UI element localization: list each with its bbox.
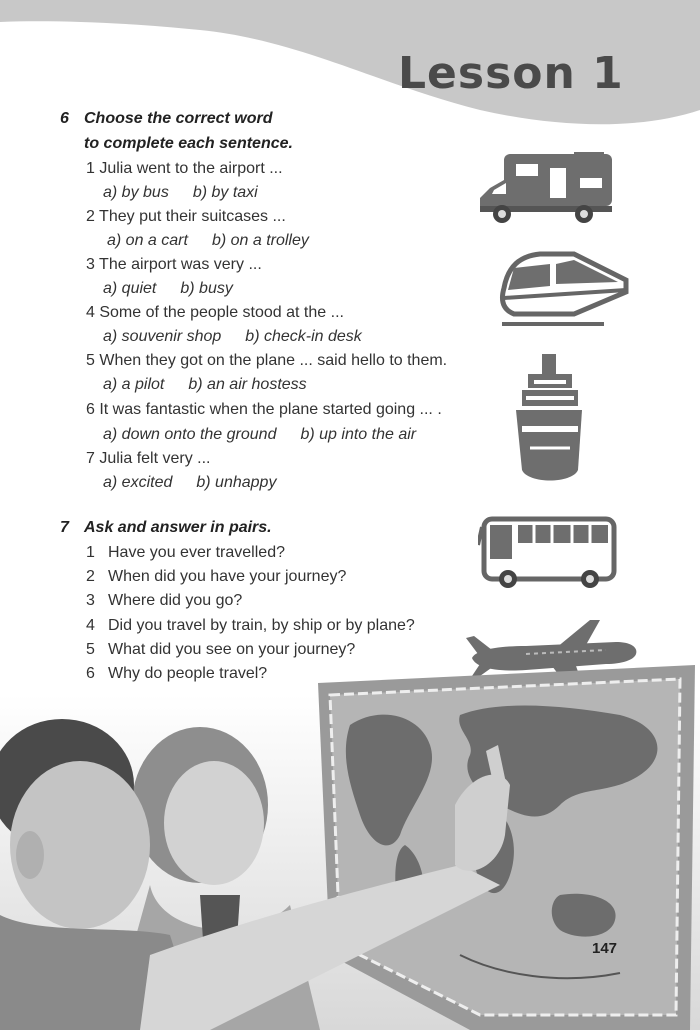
exercise-6-instruction-line2: to complete each sentence. — [84, 135, 293, 152]
item-text: Did you travel by train, by ship or by plane? — [108, 617, 415, 634]
ex6-options-6 — [103, 426, 440, 444]
item-number: 3 — [86, 592, 95, 609]
item-text: What did you see on your journey? — [108, 641, 356, 658]
children-map-photo — [0, 655, 700, 1030]
ex6-question-3: 3 The airport was very ... — [86, 256, 262, 273]
ex6-options-1 — [103, 184, 282, 202]
bus-icon — [478, 515, 620, 591]
ex7-item-4 — [86, 617, 415, 635]
lesson-title: Lesson 1 — [398, 48, 624, 99]
ex6-options-5 — [103, 376, 331, 394]
item-number: 6 — [86, 665, 95, 682]
exercise-7-number: 7 — [60, 519, 69, 536]
ex6-question-7: 7 Julia felt very ... — [86, 450, 211, 467]
item-text: Have you ever travelled? — [108, 544, 285, 561]
option-b: b) on a trolley — [211, 232, 309, 249]
exercise-7-instruction: Ask and answer in pairs. — [84, 519, 272, 536]
option-a: a) quiet — [103, 280, 157, 297]
ex6-options-7 — [103, 474, 300, 492]
camper-van-icon — [476, 150, 618, 226]
ex6-question-1: 1 Julia went to the airport ... — [86, 160, 283, 177]
ex7-item-3 — [86, 592, 243, 610]
ex7-item-2 — [86, 568, 347, 586]
option-b: b) check-in desk — [245, 328, 362, 345]
option-b: b) unhappy — [196, 474, 277, 491]
item-text: When did you have your journey? — [108, 568, 347, 585]
option-b: b) up into the air — [300, 426, 417, 443]
option-a: a) excited — [103, 474, 173, 491]
exercise-6-instruction-line1: Choose the correct word — [84, 110, 273, 127]
option-a: a) down onto the ground — [103, 426, 277, 443]
page-number: 147 — [592, 940, 618, 957]
option-b: b) an air hostess — [188, 376, 307, 393]
option-a: a) a pilot — [103, 376, 165, 393]
ex6-question-5: 5 When they got on the plane ... said hello to them. — [86, 352, 448, 369]
ex6-question-2: 2 They put their suitcases ... — [86, 208, 286, 225]
ex6-question-4: 4 Some of the people stood at the ... — [86, 304, 344, 321]
item-text: Why do people travel? — [108, 665, 268, 682]
item-number: 5 — [86, 641, 95, 658]
option-a: a) by bus — [103, 184, 169, 201]
ex6-options-2 — [107, 232, 333, 250]
ex6-options-3 — [103, 280, 257, 298]
item-number: 4 — [86, 617, 95, 634]
option-b: b) busy — [180, 280, 233, 297]
ex6-question-6: 6 It was fantastic when the plane started going ... . — [86, 401, 442, 418]
item-number: 2 — [86, 568, 95, 585]
exercise-6-number: 6 — [60, 110, 69, 127]
item-number: 1 — [86, 544, 95, 561]
ex6-options-4 — [103, 328, 386, 346]
option-a: a) on a cart — [107, 232, 188, 249]
train-icon — [494, 248, 630, 332]
item-text: Where did you go? — [108, 592, 243, 609]
option-a: a) souvenir shop — [103, 328, 222, 345]
ship-icon — [512, 352, 584, 488]
ex7-item-1 — [86, 544, 285, 562]
option-b: b) by taxi — [192, 184, 258, 201]
